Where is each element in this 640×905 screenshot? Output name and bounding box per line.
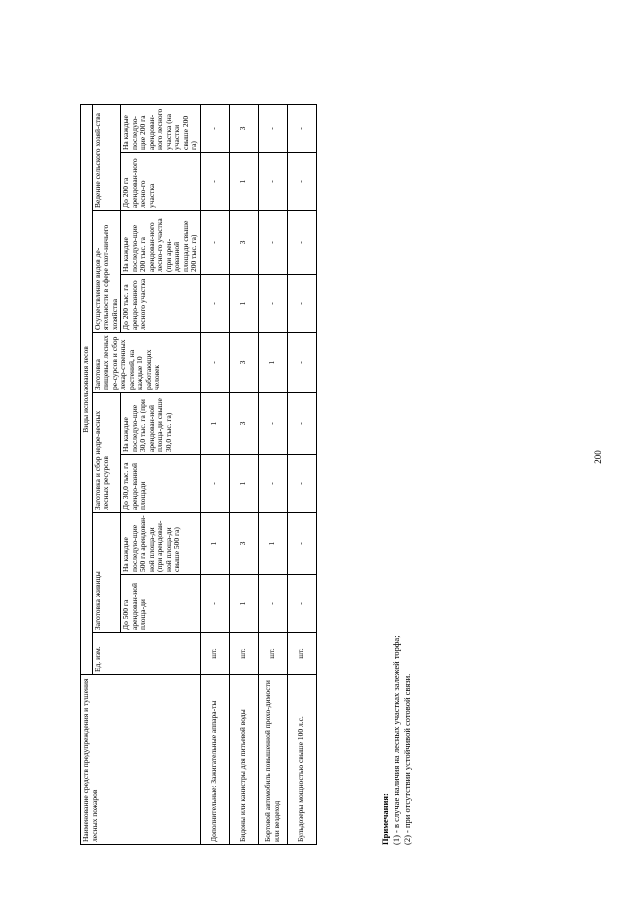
fire-equipment-table <box>80 104 317 845</box>
row-name: Бидоны или канистры для питьевой воды <box>229 675 258 845</box>
subheader-cell: До 30,0 тыс. га арендо-ванной площади <box>121 455 201 513</box>
cell-value: - <box>287 575 316 633</box>
row-unit: шт. <box>258 633 287 675</box>
cell-value: - <box>258 275 287 333</box>
cell-value: 1 <box>200 513 229 575</box>
header-unit: Ед. изм. <box>92 633 200 675</box>
subheader-cell: На каждые последую-щие 500 га арендован-ной площа-ди (при арендован-ной площа-ди свыше 500 га) <box>121 513 201 575</box>
cell-value: - <box>287 211 316 275</box>
subheader-cell: До 200 тыс. га арендо-ванного лесного участка <box>121 275 201 333</box>
row-unit: шт. <box>200 633 229 675</box>
cell-value: 1 <box>229 275 258 333</box>
cell-value: 3 <box>229 211 258 275</box>
header-group-nonwood: Заготовка и сбор недре-весных лесных ресурсов <box>92 393 121 513</box>
cell-value: 1 <box>200 393 229 455</box>
subheader-cell: На каждые последую-щие 30,0 тыс. га (при арендован-ной площа-ди свыше 30,0 тыс. га) <box>121 393 201 455</box>
header-forest-use-types: Виды использования лесов <box>81 104 93 674</box>
table-row <box>258 104 287 844</box>
page-number: 200 <box>593 450 603 464</box>
cell-value: 3 <box>229 393 258 455</box>
header-group-food: Заготовка пищевых лесных ре-сурсов и сбор лекар-ственных растений, на каждые 10 работающих человек <box>92 333 200 393</box>
cell-value: - <box>258 104 287 152</box>
cell-value: - <box>287 455 316 513</box>
subheader-cell: До 200 га арендован-ного лесно-го участка <box>121 153 201 211</box>
table-row <box>200 104 229 844</box>
note-2: (2) - при отсутствии устойчивой сотовой связи. <box>402 673 412 845</box>
cell-value: - <box>200 211 229 275</box>
subheader-cell: На каждые последую-щие 200 га арендован-ного лесного участка (на участки свыше 200 га) <box>121 104 201 152</box>
row-name: Дополнительные: Зажигательные аппара-ты <box>200 675 229 845</box>
subheader-cell: На каждые последую-щие 200 тыс. га арендован-ного лесно-го участка (при арен-дованной площади свыше 200 тыс. га) <box>121 211 201 275</box>
cell-value: - <box>200 455 229 513</box>
cell-value: - <box>287 393 316 455</box>
table-row <box>287 104 316 844</box>
header-group-hunting: Осуществление видов де-ятельности в сфере охот-ничьего хозяйства <box>92 211 121 333</box>
cell-value: - <box>287 104 316 152</box>
cell-value: - <box>258 153 287 211</box>
cell-value: - <box>258 393 287 455</box>
cell-value: 1 <box>229 153 258 211</box>
cell-value: 1 <box>258 333 287 393</box>
cell-value: 3 <box>229 513 258 575</box>
note-1: (1) - в случае наличия на лесных участках залежей торфа; <box>391 635 401 845</box>
cell-value: - <box>258 211 287 275</box>
rotated-content <box>80 108 560 845</box>
row-unit: шт. <box>287 633 316 675</box>
notes <box>380 125 413 845</box>
header-group-agriculture: Ведение сельского хозяй-ства <box>92 104 121 210</box>
notes-title: Примечания: <box>380 793 390 845</box>
cell-value: - <box>287 275 316 333</box>
cell-value: - <box>200 275 229 333</box>
cell-value: - <box>287 333 316 393</box>
cell-value: - <box>200 104 229 152</box>
row-name: Бортовой автомобиль повышенной прохо-димости или вездеход <box>258 675 287 845</box>
subheader-cell: До 500 га арендован-ной площа-ди <box>121 575 201 633</box>
cell-value: 1 <box>229 455 258 513</box>
header-group-resin: Заготовка живицы <box>92 513 121 633</box>
row-name: Бульдозеры мощностью свыше 100 л.с. <box>287 675 316 845</box>
cell-value: - <box>258 575 287 633</box>
table-row <box>229 104 258 844</box>
row-unit: шт. <box>229 633 258 675</box>
cell-value: - <box>200 333 229 393</box>
cell-value: - <box>258 455 287 513</box>
header-equipment-name: Наименование средств предупреждения и тушения лесных пожаров <box>81 675 201 845</box>
cell-value: - <box>287 513 316 575</box>
cell-value: 3 <box>229 104 258 152</box>
cell-value: 1 <box>258 513 287 575</box>
cell-value: - <box>200 153 229 211</box>
cell-value: 3 <box>229 333 258 393</box>
cell-value: - <box>200 575 229 633</box>
cell-value: - <box>287 153 316 211</box>
cell-value: 1 <box>229 575 258 633</box>
